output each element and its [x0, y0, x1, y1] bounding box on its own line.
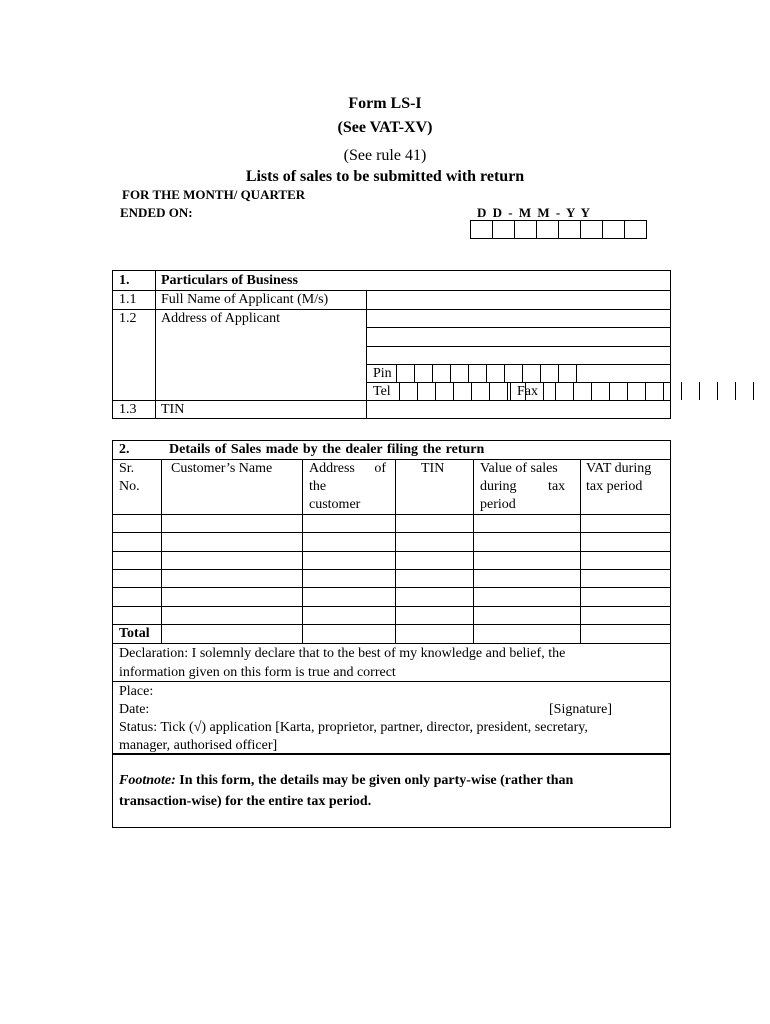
col-value-header-1: Value of sales — [480, 461, 558, 476]
place-label: Place: — [119, 684, 154, 699]
period-label-line1: FOR THE MONTH/ QUARTER — [122, 187, 306, 202]
status-line1: Status: Tick (√) application [Karta, proprietor, partner, director, president, secretary, — [119, 720, 588, 735]
footnote-line1 — [119, 771, 664, 790]
section1-number: 1. — [119, 273, 130, 288]
col-address-header-2: the — [309, 479, 327, 494]
col-tin-header: TIN — [421, 461, 445, 476]
col-value-header-3: period — [480, 497, 516, 512]
footnote-label: Footnote: — [119, 773, 176, 788]
section1-title: Particulars of Business — [161, 273, 298, 288]
col-customer-name-header: Customer’s Name — [171, 461, 273, 476]
date-box[interactable] — [581, 221, 603, 238]
row-1-2-number: 1.2 — [119, 311, 137, 326]
form-title: Form LS-I — [348, 95, 422, 112]
row-1-1-number: 1.1 — [119, 292, 137, 307]
status-line2: manager, authorised officer] — [119, 738, 278, 753]
date-box[interactable] — [625, 221, 646, 238]
date-box[interactable] — [471, 221, 493, 238]
footnote-line2: transaction-wise) for the entire tax period. — [119, 794, 372, 809]
form-subtitle-vat: (See VAT-XV) — [337, 119, 433, 136]
col-address-header-1: Address of — [309, 461, 387, 476]
col-vat-header-2: tax period — [586, 479, 643, 494]
full-name-label: Full Name of Applicant (M/s) — [161, 292, 329, 307]
date-label: Date: — [119, 702, 150, 717]
declaration-line1: Declaration: I solemnly declare that to the best of my knowledge and belief, the — [119, 646, 566, 661]
section2-title: Details of Sales made by the dealer filing the return — [169, 442, 485, 457]
col-sr-header: Sr. — [119, 461, 135, 476]
period-label-line2: ENDED ON: — [120, 205, 193, 220]
col-no-header: No. — [119, 479, 140, 494]
col-value-header-2: during tax — [480, 479, 566, 494]
date-format-label: D D - M M - Y Y — [477, 205, 591, 220]
date-box[interactable] — [603, 221, 625, 238]
date-box[interactable] — [515, 221, 537, 238]
list-title: Lists of sales to be submitted with return — [245, 168, 525, 185]
signature-label: [Signature] — [549, 702, 612, 717]
sales-details-table — [112, 440, 671, 828]
row-1-3-number: 1.3 — [119, 402, 137, 417]
section2-number: 2. — [119, 442, 130, 457]
total-label: Total — [119, 626, 150, 641]
pin-boxes[interactable] — [396, 364, 594, 382]
date-entry-boxes[interactable] — [470, 220, 647, 239]
tin-label: TIN — [161, 402, 185, 417]
particulars-table — [112, 270, 671, 419]
col-vat-header-1: VAT during — [586, 461, 652, 476]
date-box[interactable] — [559, 221, 581, 238]
fax-label: Fax — [517, 384, 538, 399]
footnote-text1: In this form, the details may be given only party-wise (rather than — [179, 773, 574, 788]
tel-label: Tel — [373, 384, 391, 399]
form-subtitle-rule: (See rule 41) — [343, 147, 427, 164]
address-label: Address of Applicant — [161, 311, 280, 326]
fax-boxes[interactable] — [555, 382, 770, 400]
pin-label: Pin — [373, 366, 392, 381]
date-box[interactable] — [493, 221, 515, 238]
declaration-line2: information given on this form is true and correct — [119, 665, 396, 680]
date-box[interactable] — [537, 221, 559, 238]
col-address-header-3: customer — [309, 497, 361, 512]
